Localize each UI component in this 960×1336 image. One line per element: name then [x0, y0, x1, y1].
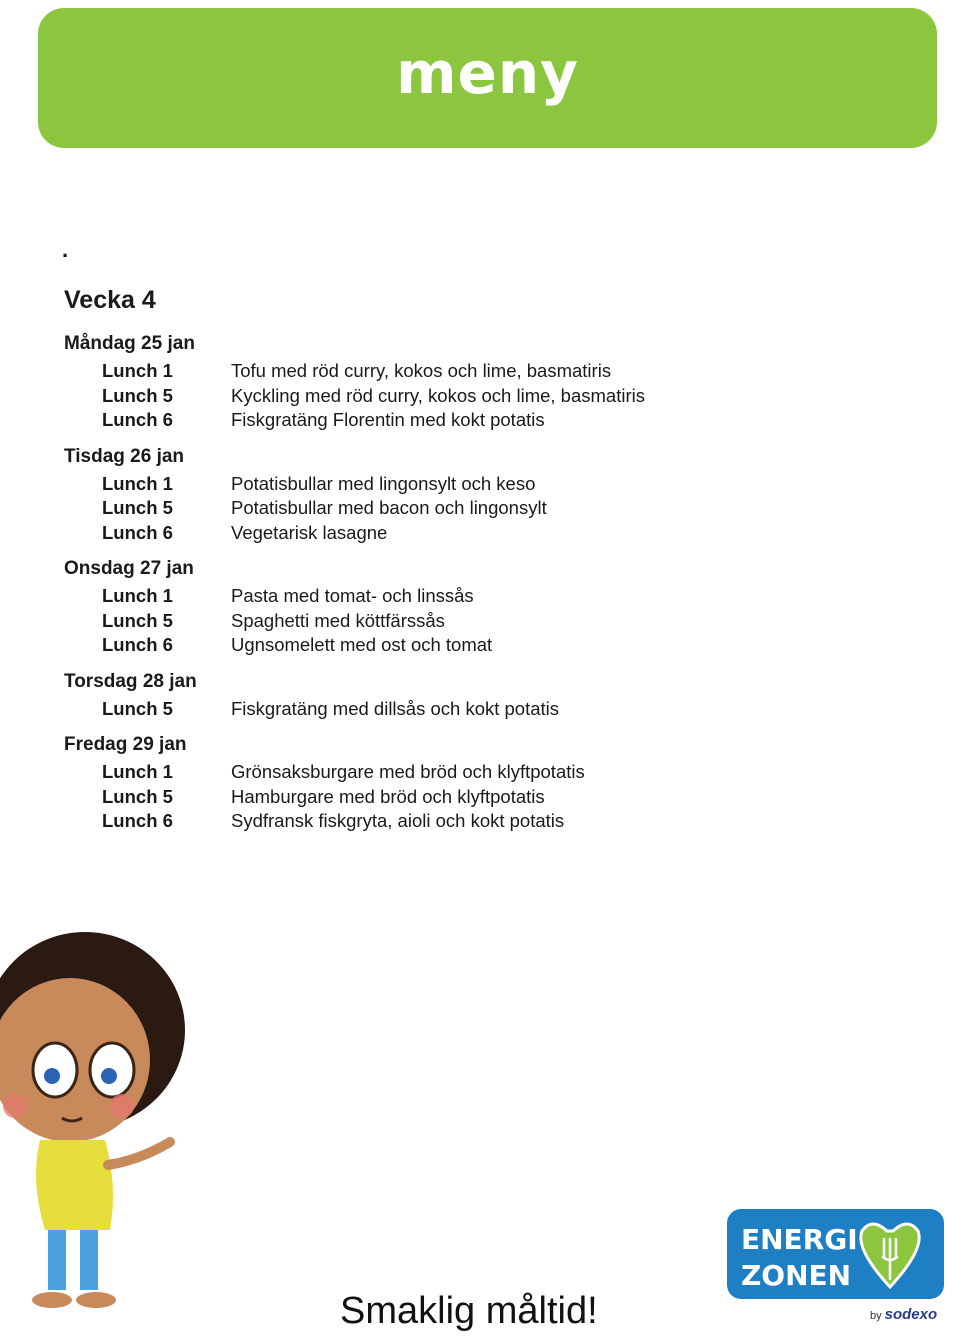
menu-row [64, 408, 764, 433]
day-name: Onsdag 27 jan [64, 558, 194, 579]
lunch-label: Lunch 6 [102, 810, 173, 831]
day-name: Tisdag 26 jan [64, 445, 185, 467]
day-name: Måndag 25 jan [64, 333, 195, 354]
menu-row [64, 809, 764, 834]
menu-row [64, 785, 764, 810]
logo-line1: ENERGI [741, 1223, 858, 1256]
day-name: Torsdag 28 jan [64, 670, 197, 692]
dish-name: Pasta med tomat- och linssås [231, 585, 474, 606]
week-heading: Vecka 4 [64, 286, 156, 314]
menu-row [64, 496, 764, 521]
lunch-label: Lunch 1 [102, 360, 173, 381]
sodexo-wordmark [870, 1306, 937, 1323]
day-block [64, 557, 764, 658]
footer-greeting: Smaklig måltid! [340, 1290, 598, 1332]
dish-name: Potatisbullar med bacon och lingonsylt [231, 497, 547, 518]
weekly-menu [64, 332, 764, 846]
lunch-label: Lunch 6 [102, 634, 173, 655]
banner-title: meny [396, 39, 579, 107]
menu-banner [38, 8, 937, 148]
dish-name: Sydfransk fiskgryta, aioli och kokt potatis [231, 810, 565, 831]
lunch-label: Lunch 1 [102, 472, 173, 494]
lunch-label: Lunch 1 [102, 585, 173, 606]
day-block [64, 733, 764, 834]
dish-name: Spaghetti med köttfärssås [231, 609, 445, 631]
menu-row [64, 760, 764, 785]
day-name: Fredag 29 jan [64, 734, 187, 755]
day-block [64, 332, 764, 433]
menu-row [64, 633, 764, 658]
lunch-label: Lunch 5 [102, 609, 173, 631]
day-block [64, 445, 764, 546]
lunch-label: Lunch 1 [102, 761, 173, 782]
dish-name: Hamburgare med bröd och klyftpotatis [231, 785, 545, 807]
girl-mascot-illustration [0, 930, 220, 1320]
dish-name: Kyckling med röd curry, kokos och lime, basmatiris [231, 384, 645, 406]
bullet-dot: . [62, 237, 69, 262]
menu-row [64, 384, 764, 409]
dish-name: Ugnsomelett med ost och tomat [231, 634, 493, 655]
day-block [64, 670, 764, 722]
menu-row [64, 697, 764, 722]
dish-name: Tofu med röd curry, kokos och lime, basmatiris [231, 360, 612, 381]
menu-row [64, 359, 764, 384]
lunch-label: Lunch 5 [102, 384, 173, 406]
lunch-label: Lunch 5 [102, 497, 173, 518]
lunch-label: Lunch 6 [102, 409, 173, 430]
dish-name: Fiskgratäng Florentin med kokt potatis [231, 409, 545, 430]
lunch-label: Lunch 5 [102, 785, 173, 807]
energizonen-logo [727, 1209, 944, 1299]
sodexo-brand: sodexo [884, 1306, 938, 1323]
dish-name: Grönsaksburgare med bröd och klyftpotatis [231, 761, 585, 782]
menu-row [64, 521, 764, 546]
lunch-label: Lunch 6 [102, 521, 173, 543]
sodexo-by: by [870, 1310, 882, 1322]
dish-name: Fiskgratäng med dillsås och kokt potatis [231, 697, 560, 719]
menu-row [64, 609, 764, 634]
logo-line2: ZONEN [741, 1259, 852, 1292]
menu-row [64, 584, 764, 609]
dish-name: Potatisbullar med lingonsylt och keso [231, 472, 536, 494]
dish-name: Vegetarisk lasagne [231, 521, 388, 543]
lunch-label: Lunch 5 [102, 697, 173, 719]
menu-row [64, 472, 764, 497]
